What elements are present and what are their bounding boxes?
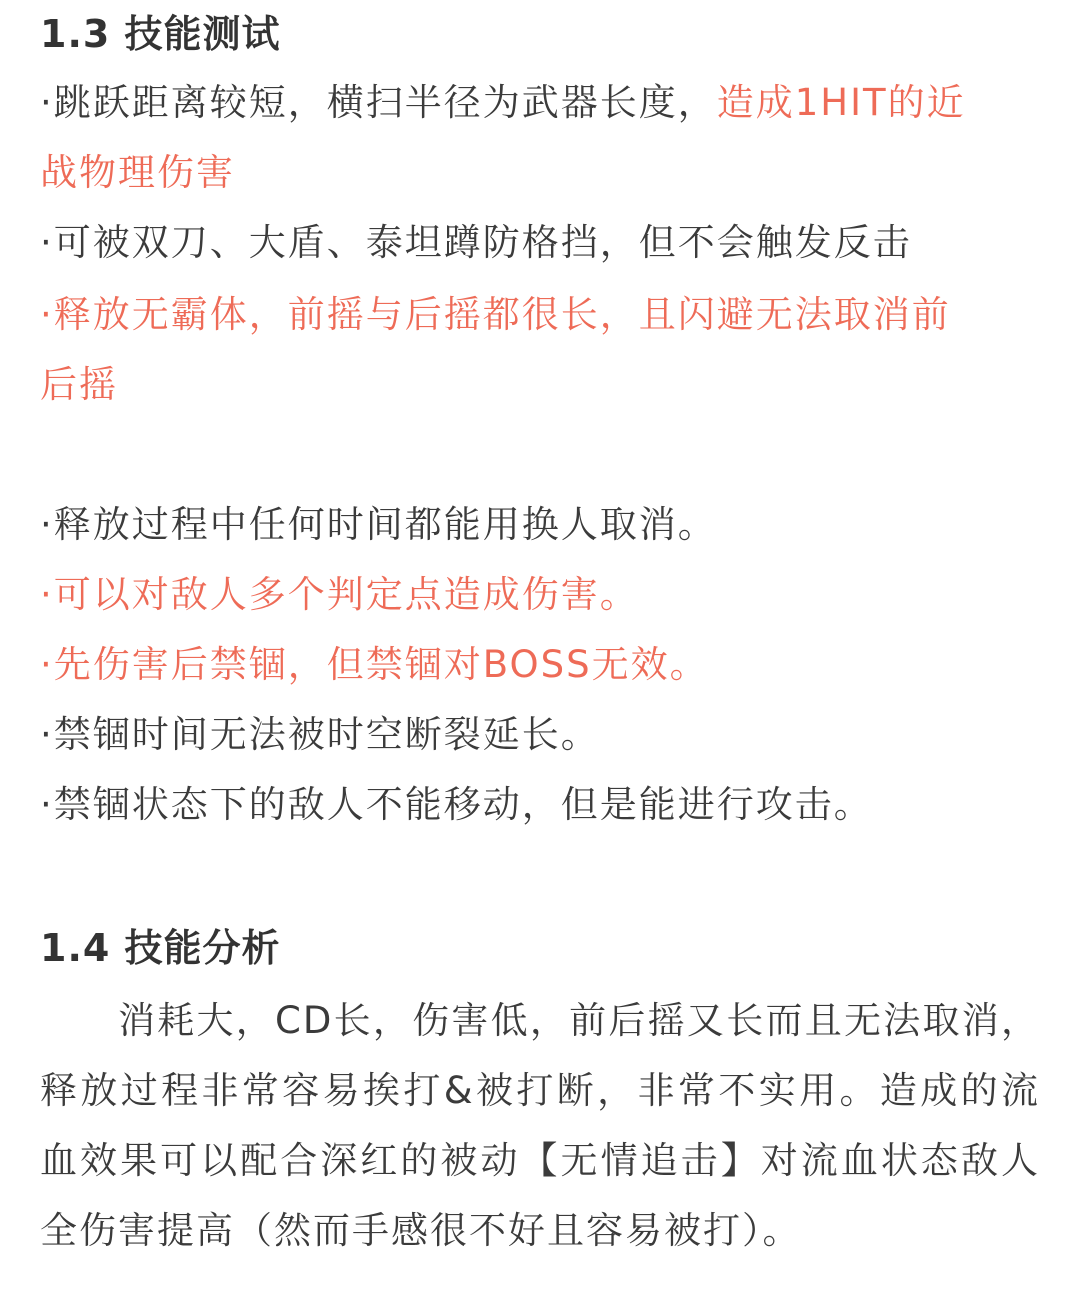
bullet-no-super-armor: ·释放无霸体，前摇与后摇都很长，且闪避无法取消前 (40, 293, 951, 336)
bullet-bind-time: ·禁锢时间无法被时空断裂延长。 (40, 713, 600, 756)
bullet-damage-then-bind: ·先伤害后禁锢，但禁锢对BOSS无效。 (40, 643, 709, 686)
section-heading-1-4: 1.4 技能分析 (40, 926, 281, 970)
bullet-jump-distance (40, 68, 966, 138)
bullet-bind-state: ·禁锢状态下的敌人不能移动，但是能进行攻击。 (40, 783, 873, 826)
bullet-jump-distance-highlight: 造成1HIT的近 (716, 81, 966, 124)
bullet-block: ·可被双刀、大盾、泰坦蹲防格挡，但不会触发反击 (40, 221, 912, 264)
bullet-no-super-armor-cont: 后摇 (40, 363, 118, 406)
section-heading-1-3: 1.3 技能测试 (40, 12, 281, 56)
bullet-jump-distance-cont: 战物理伤害 (40, 151, 235, 194)
bullet-switch-cancel: ·释放过程中任何时间都能用换人取消。 (40, 503, 717, 546)
analysis-paragraph: 消耗大，CD长，伤害低，前后摇又长而且无法取消，释放过程非常容易挨打&被打断，非常不实用。造成的流血效果可以配合深红的被动【无情追击】对流血状态敌人全伤害提高（然而手感很不好且容易被打）。 (40, 999, 1040, 1252)
bullet-jump-distance-normal: ·跳跃距离较短，横扫半径为武器长度， (40, 81, 717, 124)
bullet-multi-hit: ·可以对敌人多个判定点造成伤害。 (40, 573, 639, 616)
